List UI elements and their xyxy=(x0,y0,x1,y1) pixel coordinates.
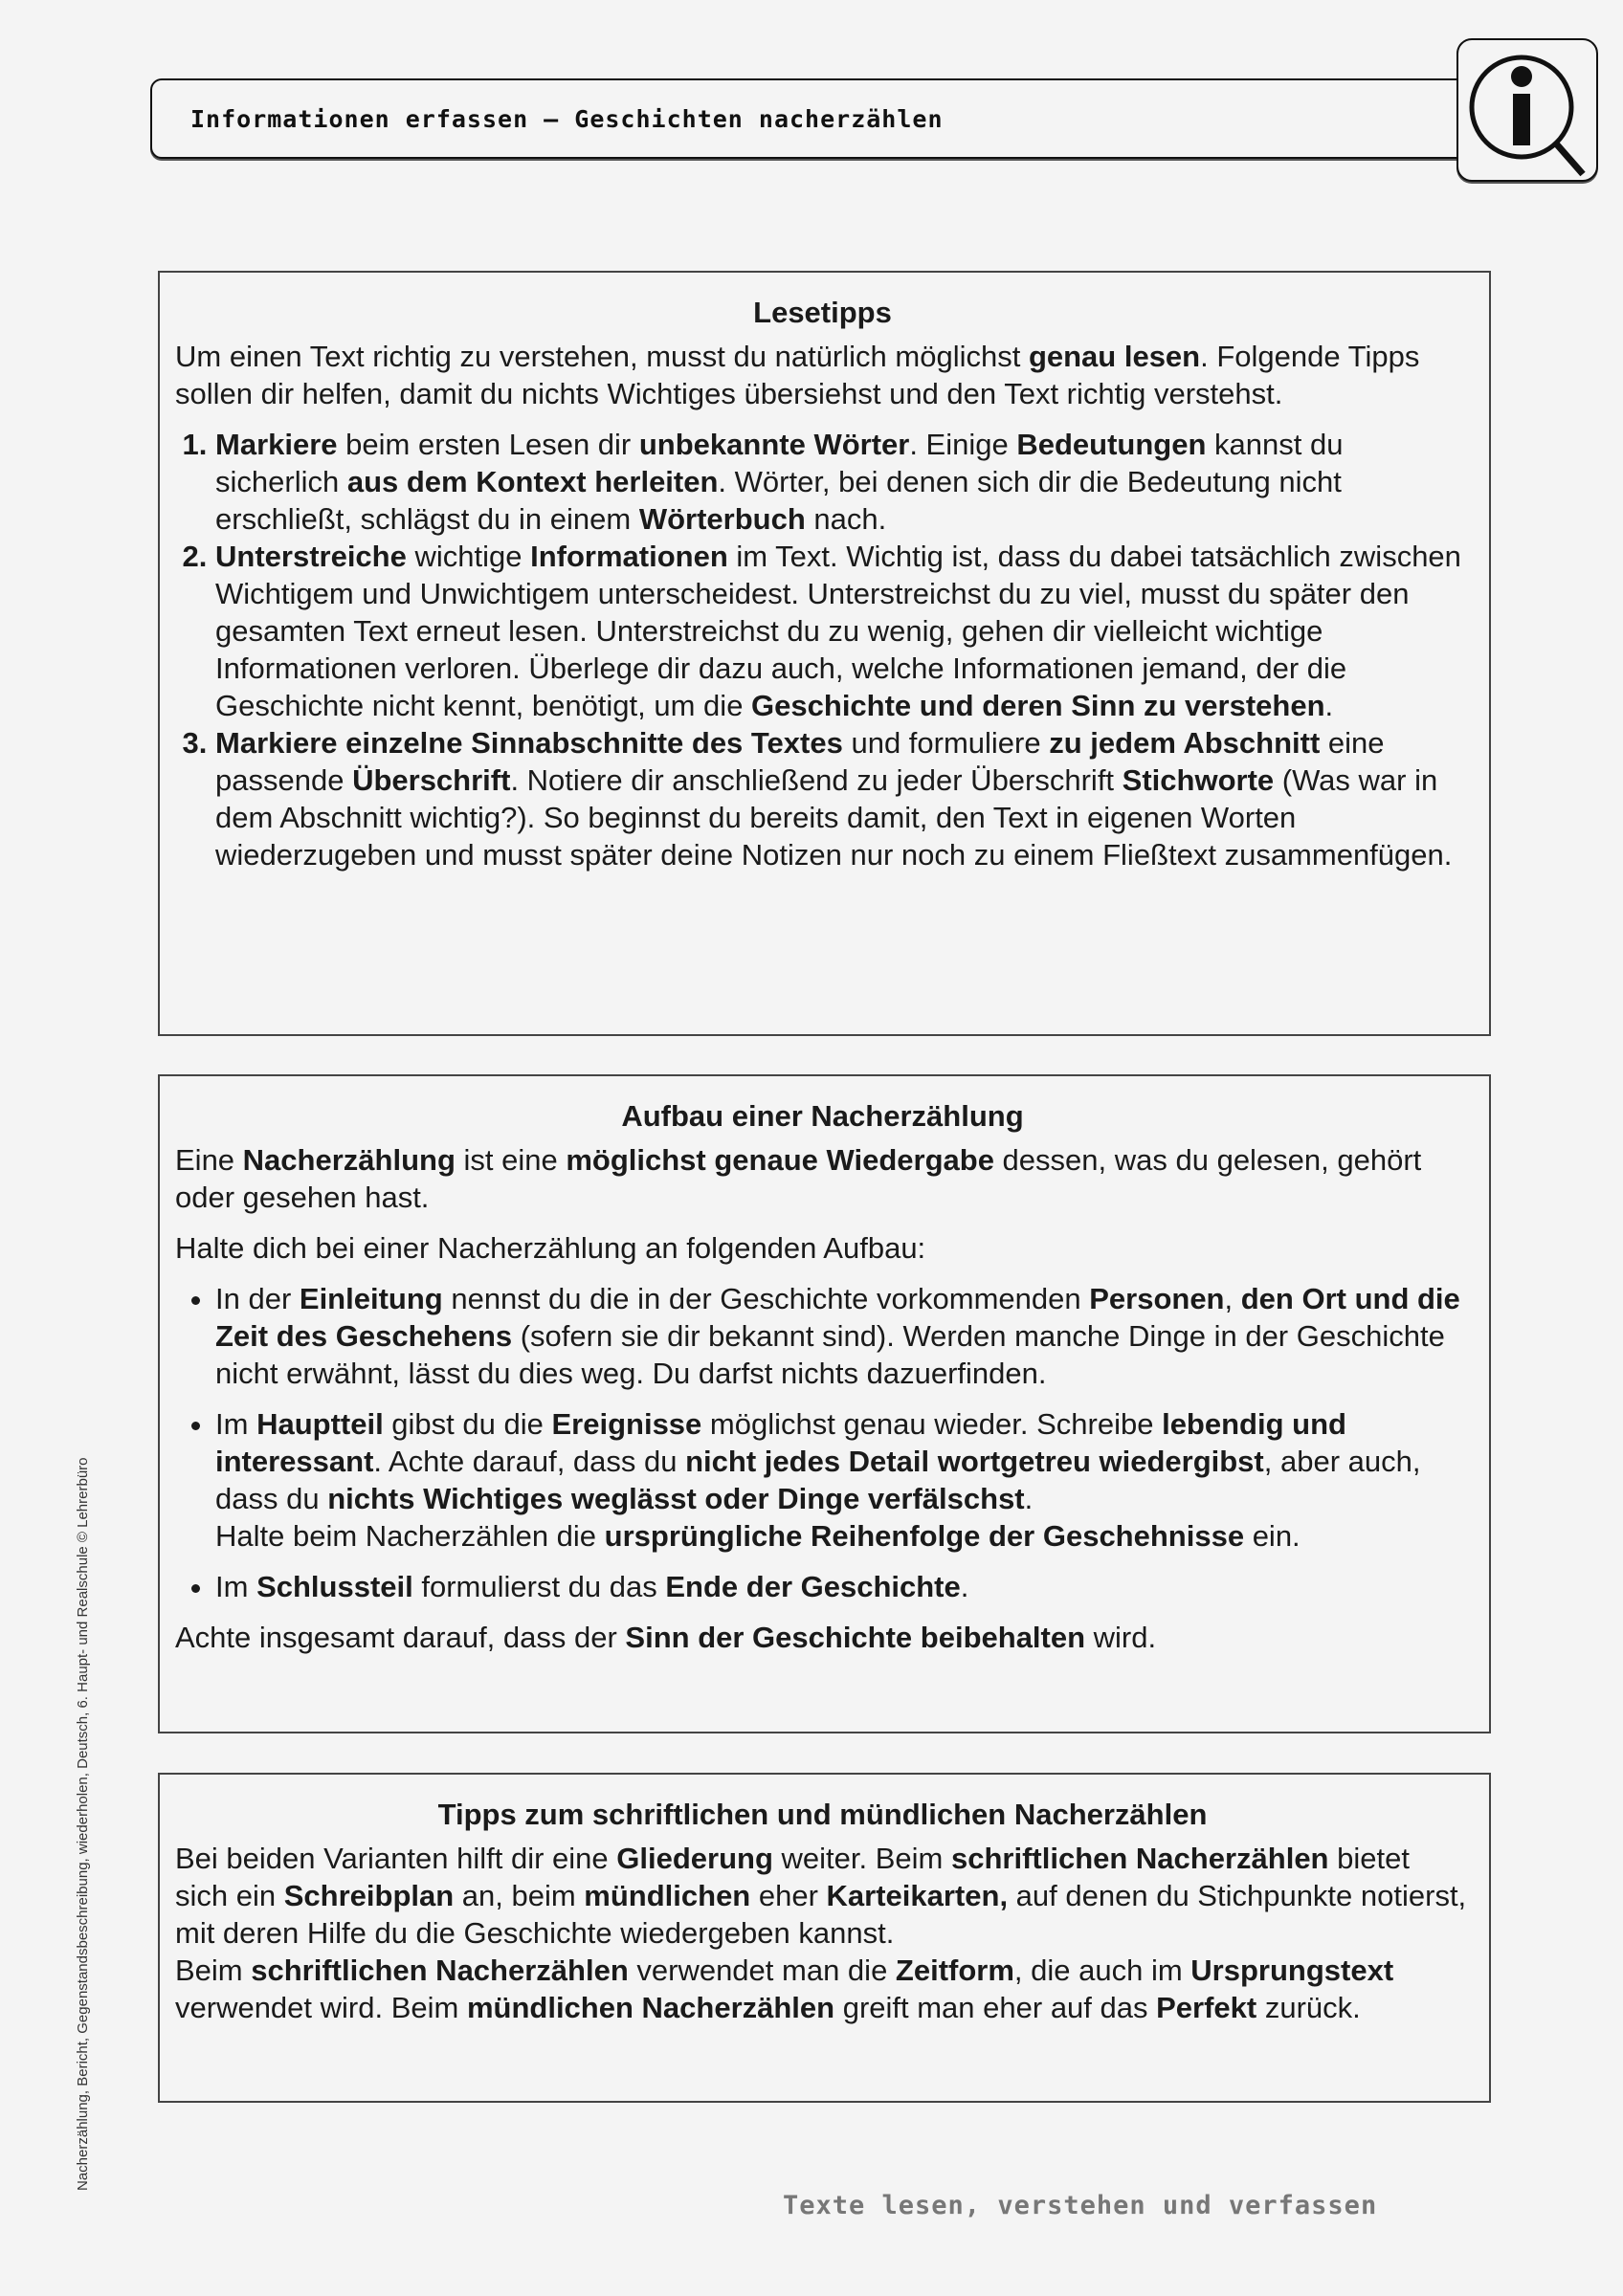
text: zurück. xyxy=(1256,1991,1361,2024)
page-title: Informationen erfassen – Geschichten nacherzählen xyxy=(190,105,944,133)
bold-text: Ende der Geschichte xyxy=(665,1570,961,1603)
bold-text: Einleitung xyxy=(299,1282,443,1315)
list-item xyxy=(215,538,1470,724)
text: kannst du sicherlich xyxy=(215,428,1344,498)
text: und formuliere xyxy=(842,726,1050,760)
retelling-tips-body xyxy=(175,1840,1470,2026)
structure-box xyxy=(158,1074,1491,1733)
bold-text: Gliederung xyxy=(616,1842,773,1875)
text: Im xyxy=(215,1570,257,1603)
text: eine passende xyxy=(215,726,1385,797)
text: an, beim xyxy=(454,1879,585,1912)
bold-text: Perfekt xyxy=(1156,1991,1257,2024)
text: Bei beiden Varianten hilft dir eine xyxy=(175,1842,617,1875)
text: nach. xyxy=(805,502,887,536)
text: . xyxy=(960,1570,969,1603)
bold-text: ursprüngliche Reihenfolge der Geschehnisse xyxy=(604,1519,1245,1553)
text: Eine xyxy=(175,1143,243,1177)
text: Im xyxy=(215,1407,257,1441)
bold-text: nicht jedes Detail wortgetreu wiedergibst xyxy=(685,1445,1264,1478)
text: Achte insgesamt darauf, dass der xyxy=(175,1621,626,1654)
structure-intro xyxy=(175,1141,1470,1216)
bold-text: Schreibplan xyxy=(283,1879,455,1912)
bold-text: mündlichen xyxy=(584,1879,751,1912)
text: Halte dich bei einer Nacherzählung an folgenden Aufbau: xyxy=(175,1231,926,1265)
text: weiter. Beim xyxy=(772,1842,951,1875)
footer-text: Texte lesen, verstehen und verfassen xyxy=(783,2191,1378,2220)
bold-text: mündlichen Nacherzählen xyxy=(466,1991,835,2024)
text: formulierst du das xyxy=(412,1570,666,1603)
bold-text: Überschrift xyxy=(352,763,511,797)
bold-text: nichts Wichtiges weglässt oder Dinge verfälschst xyxy=(327,1482,1025,1515)
bold-text: Sinn der Geschichte beibehalten xyxy=(625,1621,1086,1654)
text: . Einige xyxy=(909,428,1017,461)
bold-text: lebendig und interessant xyxy=(215,1407,1346,1478)
text: nennst du die in der Geschichte vorkommenden xyxy=(442,1282,1090,1315)
bold-text: Unterstreiche xyxy=(215,540,407,573)
bold-text: schriftlichen Nacherzählen xyxy=(251,1954,629,1987)
bold-text: unbekannte Wörter xyxy=(638,428,910,461)
structure-intro-2 xyxy=(175,1229,1470,1267)
header-bar xyxy=(150,78,1475,159)
bold-text: möglichst genaue Wiedergabe xyxy=(566,1143,994,1177)
text: . Wörter, bei denen sich dir die Bedeutung nicht erschließt, schlägst du in einem xyxy=(215,465,1342,536)
retelling-tips-title: Tipps zum schriftlichen und mündlichen Nacherzählen xyxy=(437,1798,1208,1831)
bold-text: den Ort und die Zeit des Geschehens xyxy=(215,1282,1460,1353)
info-magnifier-icon xyxy=(1456,38,1598,182)
text: wird. xyxy=(1085,1621,1157,1654)
list-item xyxy=(215,1405,1470,1555)
text: ist eine xyxy=(455,1143,567,1177)
text: verwendet wird. Beim xyxy=(175,1991,467,2024)
bold-text: Personen xyxy=(1089,1282,1225,1315)
text: (Was war in dem Abschnitt wichtig?). So beginnst du bereits damit, den Text in eigenen Worten wiederzugeben und musst später deine Notizen nur noch zu einem Fließtext zusammenfügen. xyxy=(215,763,1453,872)
bold-text: Geschichte und deren Sinn zu verstehen xyxy=(751,689,1325,722)
reading-tips-box xyxy=(158,271,1491,1036)
reading-tips-intro xyxy=(175,338,1470,412)
text: , xyxy=(1224,1282,1241,1315)
structure-outro xyxy=(175,1619,1470,1656)
list-item xyxy=(215,724,1470,873)
list-item xyxy=(215,1568,1470,1605)
reading-tips-list xyxy=(175,426,1470,873)
text: Um einen Text richtig zu verstehen, musst du natürlich möglichst xyxy=(175,340,1029,373)
structure-list xyxy=(175,1280,1470,1605)
bold-text: schriftlichen Nacherzählen xyxy=(950,1842,1329,1875)
bold-text: Stichworte xyxy=(1122,763,1275,797)
list-item xyxy=(215,1280,1470,1392)
bold-text: zu jedem Abschnitt xyxy=(1049,726,1321,760)
text: ein. xyxy=(1244,1519,1301,1553)
text: , die auch im xyxy=(1013,1954,1191,1987)
text: . Notiere dir anschließend zu jeder Überschrift xyxy=(510,763,1123,797)
text: dessen, was du gelesen, gehört oder gesehen hast. xyxy=(175,1143,1422,1214)
bold-text: genau lesen xyxy=(1028,340,1201,373)
bold-text: Schlussteil xyxy=(256,1570,413,1603)
text: , aber auch, dass du xyxy=(215,1445,1421,1515)
text: greift man eher auf das xyxy=(834,1991,1157,2024)
text: In der xyxy=(215,1282,300,1315)
structure-title: Aufbau einer Nacherzählung xyxy=(621,1099,1024,1133)
text: gibst du die xyxy=(383,1407,552,1441)
retelling-tips-box xyxy=(158,1773,1491,2103)
text: . Achte darauf, dass du xyxy=(373,1445,686,1478)
bold-text: Nacherzählung xyxy=(242,1143,456,1177)
text: (sofern sie dir bekannt sind). Werden manche Dinge in der Geschichte nicht erwähnt, lässt du dies weg. Du darfst nichts dazuerfinden. xyxy=(215,1319,1445,1390)
text: eher xyxy=(750,1879,827,1912)
text: im Text. Wichtig ist, dass du dabei tatsächlich zwischen Wichtigem und Unwichtigem unterscheidest. Unterstreichst du zu viel, musst du später den gesamten Text erneut lesen. Unterstreichst du zu wenig, gehen dir vielleicht wichtige Informationen verloren. Überlege dir dazu auch, welche Informationen jemand, der die Geschichte nicht kennt, benötigt, um die xyxy=(215,540,1461,722)
text: . Folgende Tipps sollen dir helfen, damit du nichts Wichtiges übersiehst und den Text richtig verstehst. xyxy=(175,340,1420,410)
text: beim ersten Lesen dir xyxy=(337,428,639,461)
text: verwendet man die xyxy=(628,1954,896,1987)
text: wichtige xyxy=(406,540,531,573)
text: auf denen du Stichpunkte notierst, mit deren Hilfe du die Geschichte wiedergeben kannst. Beim xyxy=(175,1879,1467,1987)
reading-tips-title: Lesetipps xyxy=(753,296,892,329)
text: möglichst genau wieder. Schreibe xyxy=(701,1407,1163,1441)
bold-text: Bedeutungen xyxy=(1016,428,1207,461)
bold-text: Wörterbuch xyxy=(638,502,806,536)
text: . Halte beim Nacherzählen die xyxy=(215,1482,1034,1553)
bold-text: Ereignisse xyxy=(551,1407,702,1441)
bold-text: Informationen xyxy=(530,540,728,573)
text: . xyxy=(1324,689,1334,722)
bold-text: Hauptteil xyxy=(256,1407,384,1441)
list-item xyxy=(215,426,1470,538)
bold-text: Ursprungstext xyxy=(1190,1954,1394,1987)
bold-text: Karteikarten, xyxy=(826,1879,1009,1912)
bold-text: Zeitform xyxy=(895,1954,1014,1987)
side-copyright-note: Nacherzählung, Bericht, Gegenstandsbeschreibung, wiederholen, Deutsch, 6. Haupt- und Realschule © Lehrerbüro xyxy=(75,1457,91,2191)
bold-text: Markiere einzelne Sinnabschnitte des Textes xyxy=(215,726,843,760)
bold-text: Markiere xyxy=(215,428,338,461)
text: bietet sich ein xyxy=(175,1842,1410,1912)
bold-text: aus dem Kontext herleiten xyxy=(346,465,719,498)
